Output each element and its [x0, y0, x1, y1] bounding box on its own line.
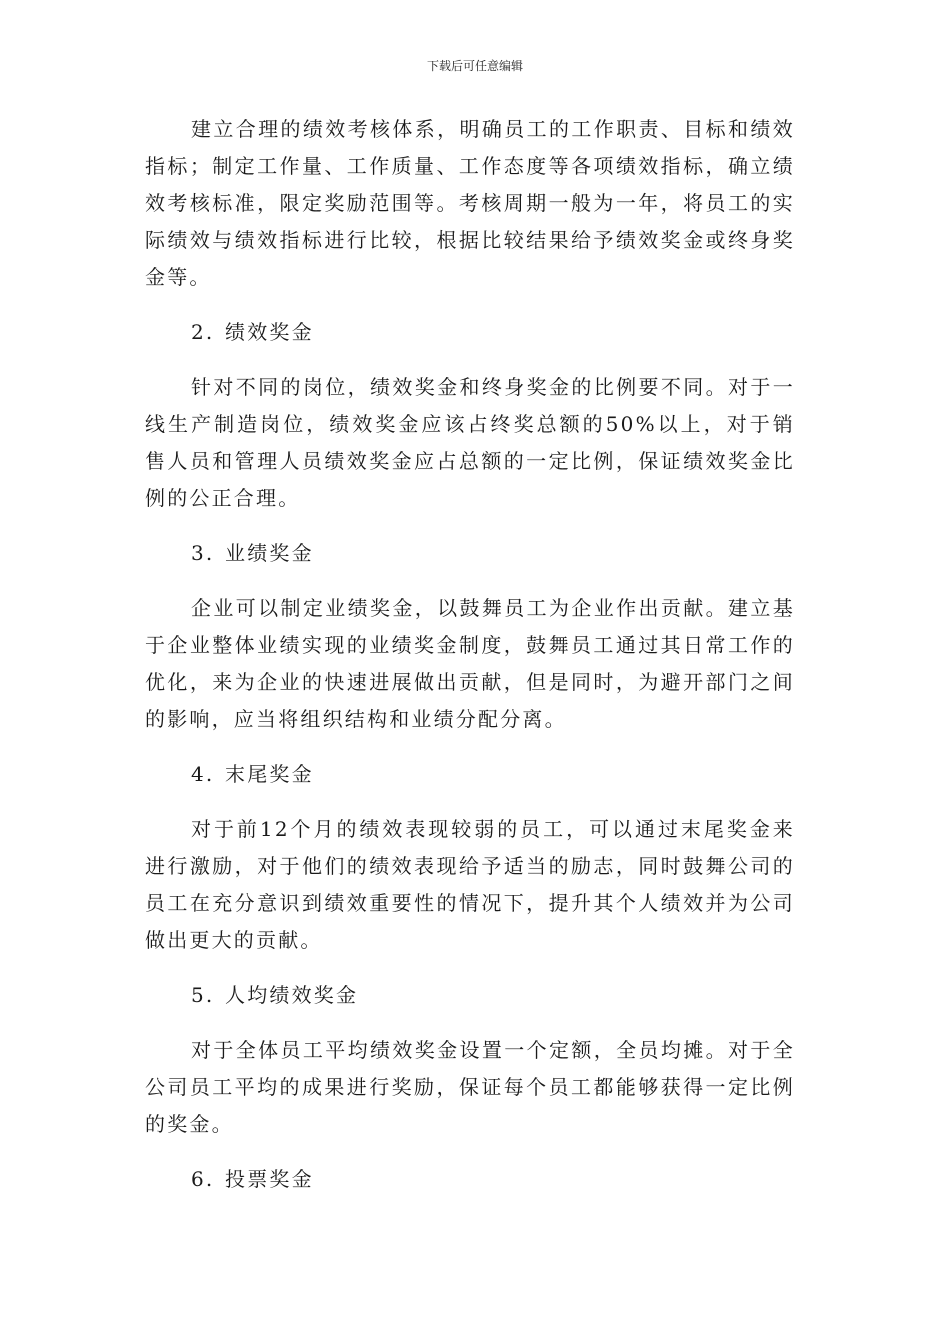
section-heading — [145, 535, 795, 572]
section-number: 3. — [191, 541, 215, 565]
section-title: 投票奖金 — [225, 1167, 314, 1191]
section-number: 4. — [191, 762, 215, 786]
section-number: 5. — [191, 983, 215, 1007]
paragraph: 对于前12个月的绩效表现较弱的员工，可以通过末尾奖金来进行激励，对于他们的绩效表现给予适当的励志，同时鼓舞公司的员工在充分意识到绩效重要性的情况下，提升其个人绩效并为公司做出更大的贡献。 — [145, 817, 795, 952]
section-title: 人均绩效奖金 — [225, 983, 359, 1007]
section-title: 业绩奖金 — [225, 541, 314, 565]
section-heading — [145, 1161, 795, 1198]
section-number: 6. — [191, 1167, 215, 1191]
section-heading — [145, 756, 795, 793]
page-header: 下载后可任意编辑 — [426, 59, 523, 73]
document-body — [145, 111, 795, 1198]
paragraph: 企业可以制定业绩奖金，以鼓舞员工为企业作出贡献。建立基于企业整体业绩实现的业绩奖金制度，鼓舞员工通过其日常工作的优化，来为企业的快速进展做出贡献，但是同时，为避开部门之间的影响，应当将组织结构和业绩分配分离。 — [145, 596, 795, 731]
section-heading — [145, 977, 795, 1014]
section-number: 2. — [191, 320, 215, 344]
paragraph: 针对不同的岗位，绩效奖金和终身奖金的比例要不同。对于一线生产制造岗位，绩效奖金应该占终奖总额的50%以上，对于销售人员和管理人员绩效奖金应占总额的一定比例，保证绩效奖金比例的公正合理。 — [145, 375, 795, 510]
section-heading — [145, 314, 795, 351]
paragraph: 对于全体员工平均绩效奖金设置一个定额，全员均摊。对于全公司员工平均的成果进行奖励，保证每个员工都能够获得一定比例的奖金。 — [145, 1038, 795, 1136]
section-title: 绩效奖金 — [225, 320, 314, 344]
paragraph: 建立合理的绩效考核体系，明确员工的工作职责、目标和绩效指标；制定工作量、工作质量、工作态度等各项绩效指标，确立绩效考核标准，限定奖励范围等。考核周期一般为一年，将员工的实际绩效与绩效指标进行比较，根据比较结果给予绩效奖金或终身奖金等。 — [145, 117, 795, 289]
section-title: 末尾奖金 — [225, 762, 314, 786]
